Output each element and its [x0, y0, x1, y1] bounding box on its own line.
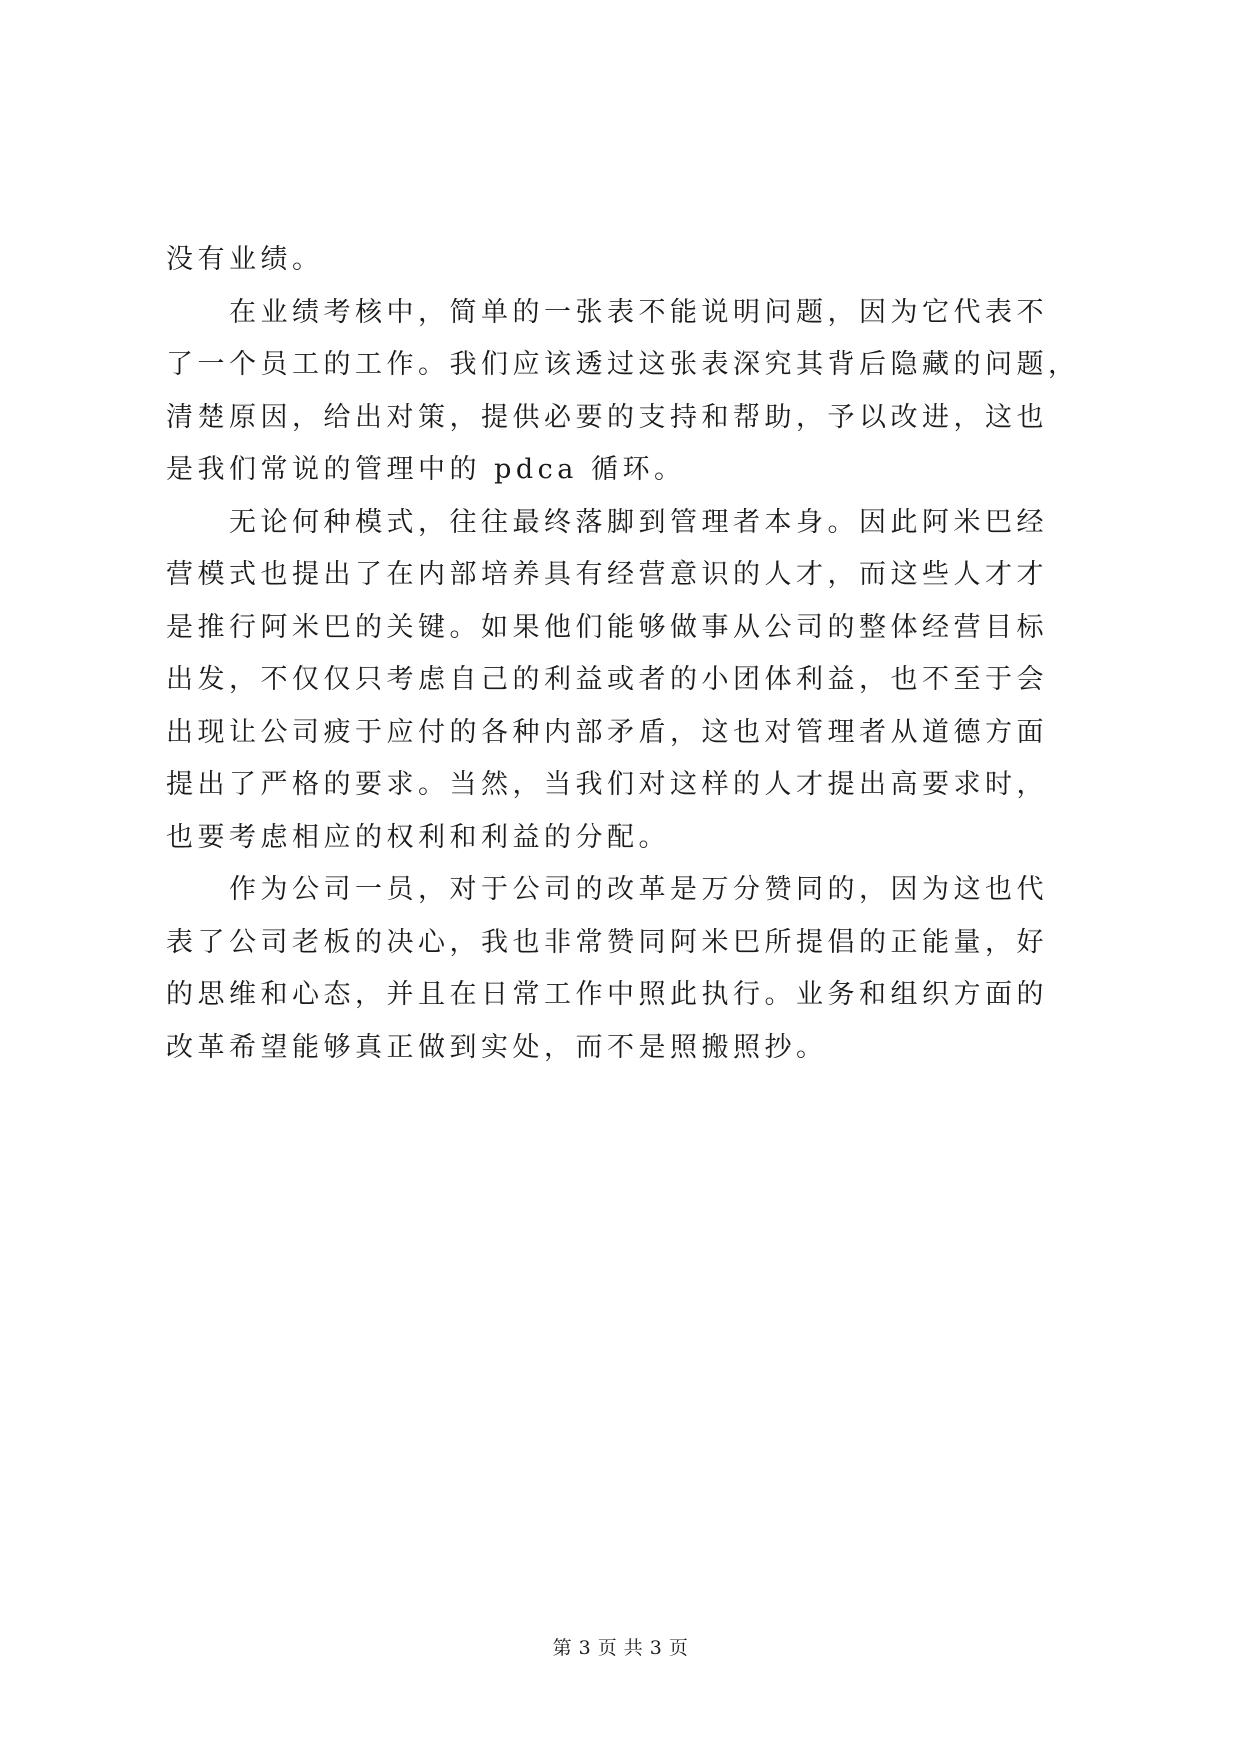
document-body [166, 234, 1116, 1074]
text-line: 营模式也提出了在内部培养具有经营意识的人才，而这些人才才 [166, 559, 1048, 590]
text-line: 无论何种模式，往往最终落脚到管理者本身。因此阿米巴经 [166, 506, 1048, 538]
text-line: 清楚原因，给出对策，提供必要的支持和帮助，予以改进，这也 [166, 401, 1048, 433]
text-line: 了一个员工的工作。我们应该透过这张表深究其背后隐藏的问题， [166, 349, 1080, 380]
text-line: 出现让公司疲于应付的各种内部矛盾，这也对管理者从道德方面 [166, 716, 1048, 748]
text-line: 在业绩考核中，简单的一张表不能说明问题，因为它代表不 [166, 296, 1048, 328]
text-line: 是推行阿米巴的关键。如果他们能够做事从公司的整体经营目标 [166, 611, 1048, 643]
text-line: 也要考虑相应的权利和利益的分配。 [166, 821, 670, 853]
text-line: 表了公司老板的决心，我也非常赞同阿米巴所提倡的正能量，好 [166, 926, 1048, 958]
page-number-footer: 第 3 页 共 3 页 [552, 1637, 689, 1659]
text-line: 没有业绩。 [166, 244, 324, 275]
text-line: 是我们常说的管理中的 pdca 循环。 [166, 454, 686, 485]
text-line: 出发，不仅仅只考虑自己的利益或者的小团体利益，也不至于会 [166, 664, 1048, 695]
text-line: 改革希望能够真正做到实处，而不是照搬照抄。 [166, 1031, 828, 1063]
text-line: 作为公司一员，对于公司的改革是万分赞同的，因为这也代 [166, 874, 1048, 905]
text-line: 提出了严格的要求。当然，当我们对这样的人才提出高要求时， [166, 769, 1048, 800]
text-line: 的思维和心态，并且在日常工作中照此执行。业务和组织方面的 [166, 979, 1048, 1010]
